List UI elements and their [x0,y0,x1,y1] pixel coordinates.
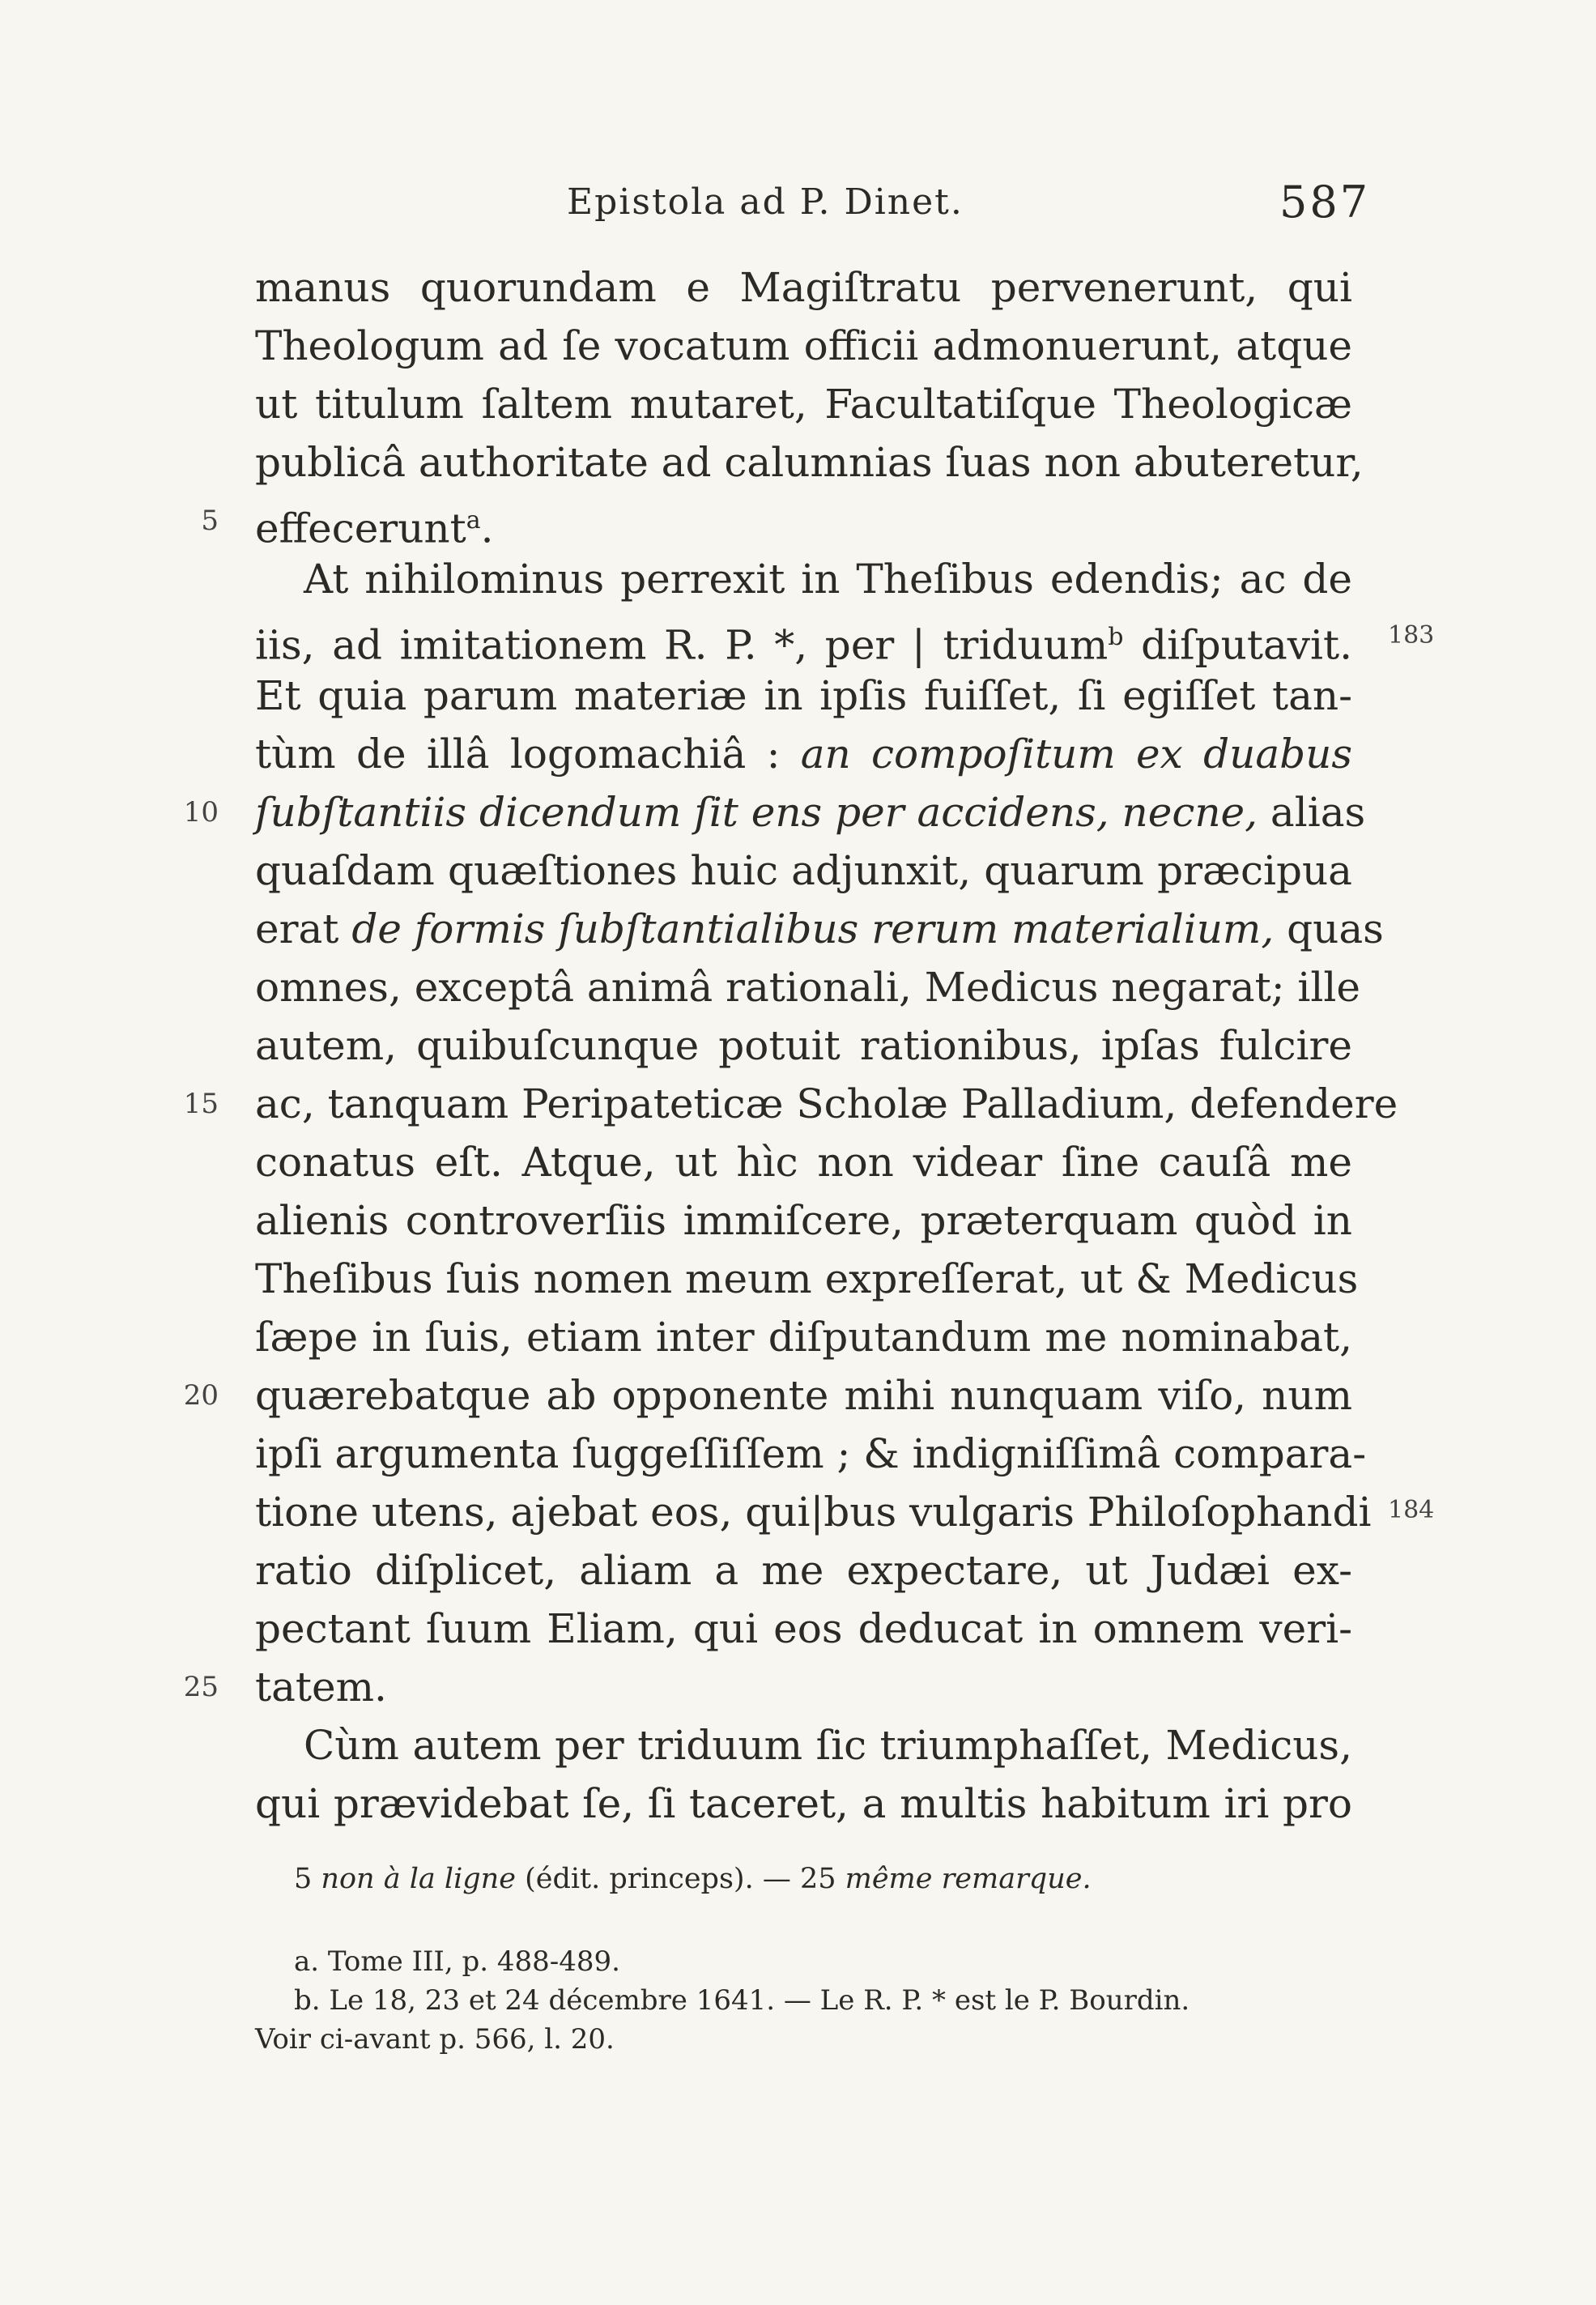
text-line-1: manus quorundam e Magiſtratu pervenerunt, qui [255,264,1352,311]
margin-page-ref-183: 183 [1388,621,1435,650]
footnote-ref-a: a [466,506,481,535]
text-line-7: iis, ad imitationem R. P. *, per | triduum$^b$ diſputavit. [255,621,1352,669]
text-line-15: ac, tanquam Peripateticæ Scholæ Palladium, defendere [255,1080,1398,1127]
line-number-20: 20 [183,1379,219,1412]
running-header-title: Epistola ad P. Dinet. [567,181,964,223]
text-line-27: qui prævidebat ſe, ſi taceret, a multis habitum iri pro [255,1780,1352,1827]
footnote-b-continuation: Voir ci-avant p. 566, l. 20. [255,2023,615,2056]
text-line-21: ipſi argumenta ſuggeſſiſſem ; & indigniſſimâ compara- [255,1430,1367,1477]
line-number-10: 10 [183,796,219,829]
footnote-a: a. Tome III, p. 488-489. [294,1945,620,1978]
text-line-9: tùm de illâ logomachiâ : an compoſitum ex duabus [255,731,1352,778]
text-line-24: pectant ſuum Eliam, qui eos deducat in omnem veri- [255,1605,1352,1652]
text-line-20: quærebatque ab opponente mihi nunquam viſo, num [255,1372,1352,1419]
line-number-5: 5 [201,505,219,537]
text-line-2: Theologum ad ſe vocatum officii admonuerunt, atque [255,322,1352,369]
text-line-14: autem, quibuſcunque potuit rationibus, ipſas fulcire [255,1022,1352,1069]
text-line-8: Et quia parum materiæ in ipſis fuiſſet, ſi egiſſet tan- [255,672,1352,719]
text-line-10: ſubſtantiis dicendum ſit ens per accidens, necne, alias [255,789,1366,836]
text-line-22: tione utens, ajebat eos, qui|bus vulgaris Philoſophandi [255,1489,1372,1536]
footnote-ref-b: b [1108,623,1124,651]
text-line-16: conatus eſt. Atque, ut hìc non videar ſine cauſâ me [255,1139,1352,1186]
text-line-26: Cùm autem per triduum ſic triumphaſſet, Medicus, [304,1722,1352,1769]
margin-page-ref-184: 184 [1388,1496,1435,1524]
text-line-25: tatem. [255,1664,387,1711]
text-line-13: omnes, exceptâ animâ rationali, Medicus negarat; ille [255,964,1360,1011]
line-number-25: 25 [183,1671,219,1703]
text-line-12: erat de formis ſubſtantialibus rerum materialium, quas [255,905,1384,952]
text-line-19: ſæpe in ſuis, etiam inter diſputandum me nominabat, [255,1314,1352,1361]
text-line-6: At nihilominus perrexit in Theſibus edendis; ac de [304,556,1352,603]
footnote-b: b. Le 18, 23 et 24 décembre 1641. — Le R. P. * est le P. Bourdin. [294,1984,1190,2017]
text-line-3: ut titulum ſaltem mutaret, Facultatiſque Theologicæ [255,381,1352,428]
text-line-17: alienis controverſiis immiſcere, præterquam quòd in [255,1197,1352,1244]
variant-note: 5 non à la ligne (édit. princeps). — 25 même remarque. [294,1863,1092,1895]
page-number: 587 [1279,177,1371,228]
text-line-23: ratio diſplicet, aliam a me expectare, ut Judæi ex- [255,1547,1352,1594]
text-line-5: effecerunt$^a$. [255,505,494,552]
text-line-4: publicâ authoritate ad calumnias ſuas non abuteretur, [255,439,1364,486]
text-line-18: Theſibus ſuis nomen meum expreſſerat, ut & Medicus [255,1255,1359,1302]
text-line-11: quaſdam quæſtiones huic adjunxit, quarum præcipua [255,847,1352,894]
line-number-15: 15 [183,1088,219,1120]
